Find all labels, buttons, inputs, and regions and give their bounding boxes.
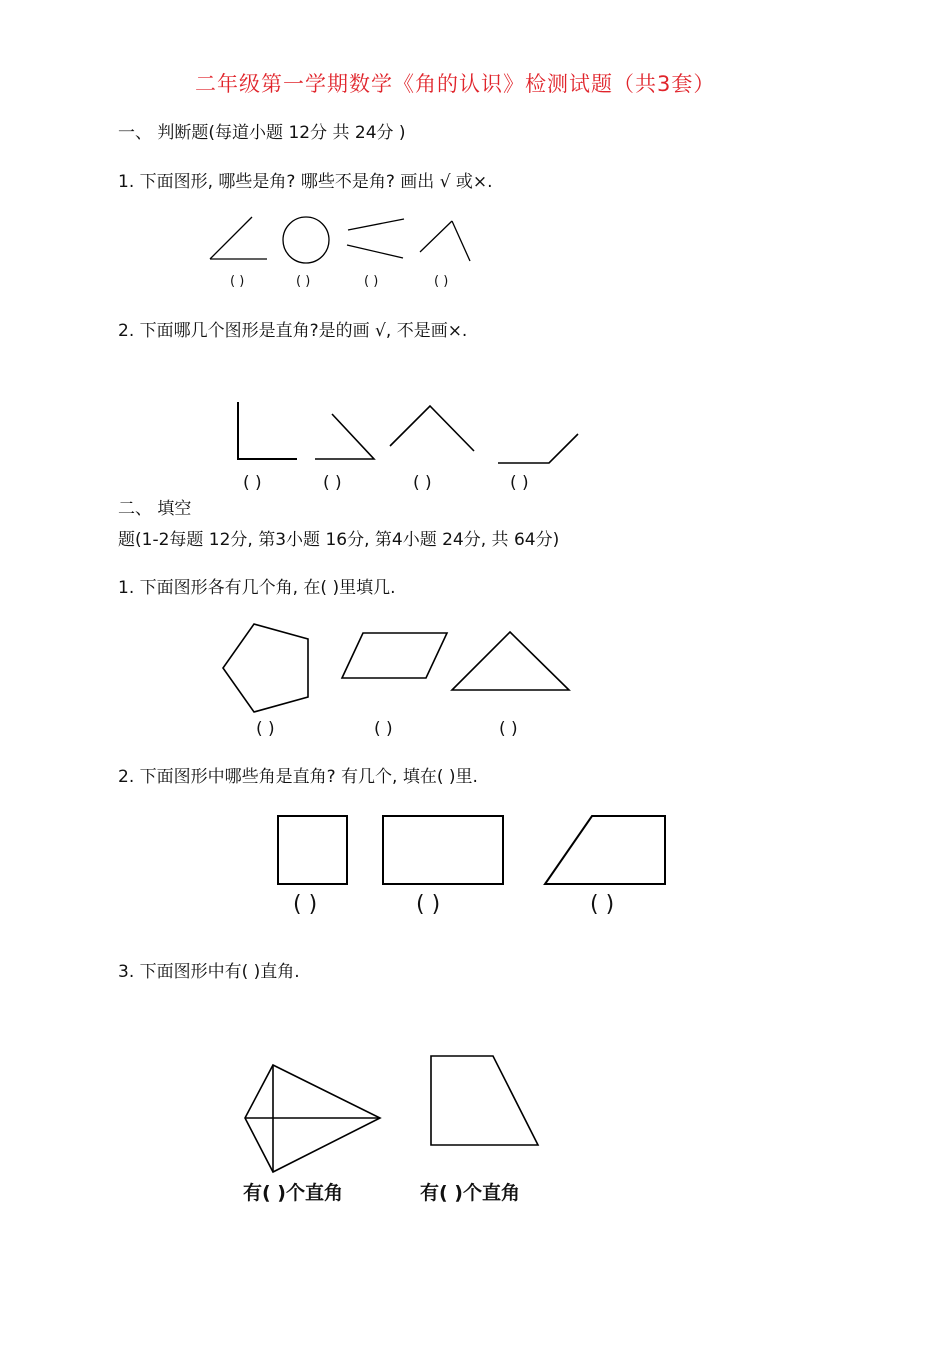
s1-q1-text: 1. 下面图形, 哪些是角? 哪些不是角? 画出 √ 或×. xyxy=(118,172,493,192)
s1-q1-blank-1[interactable]: ( ) xyxy=(230,274,245,289)
s2-q3-figure-kite xyxy=(245,1065,380,1172)
s1-q2-blank-1[interactable]: ( ) xyxy=(243,473,262,493)
s2-q3-figure-right-trapezoid xyxy=(431,1056,538,1145)
page-title: 二年级第一学期数学《角的认识》检测试题（共3套） xyxy=(195,72,716,96)
s2-q1-blank-2[interactable]: ( ) xyxy=(374,719,393,739)
s1-q2-blank-3[interactable]: ( ) xyxy=(413,473,432,493)
s1-q1-blank-2[interactable]: ( ) xyxy=(296,274,311,289)
s2-q3-label-2: 有( )个直角 xyxy=(420,1182,520,1204)
s1-q1-blank-3[interactable]: ( ) xyxy=(364,274,379,289)
section1-heading: 一、 判断题(每道小题 12分 共 24分 ) xyxy=(118,123,406,143)
s1-q2-blank-4[interactable]: ( ) xyxy=(510,473,529,493)
s2-q3-label-1: 有( )个直角 xyxy=(243,1182,343,1204)
s2-q2-text: 2. 下面图形中哪些角是直角? 有几个, 填在( )里. xyxy=(118,767,478,787)
s2-q1-blank-1[interactable]: ( ) xyxy=(256,719,275,739)
s2-q1-text: 1. 下面图形各有几个角, 在( )里填几. xyxy=(118,578,396,598)
s1-q2-text: 2. 下面哪几个图形是直角?是的画 √, 不是画×. xyxy=(118,321,468,341)
section2-heading-line1: 二、 填空 xyxy=(118,499,192,519)
s2-q2-blank-1[interactable]: ( ) xyxy=(293,892,318,917)
s2-q1-blank-3[interactable]: ( ) xyxy=(499,719,518,739)
s2-q2-blank-3[interactable]: ( ) xyxy=(590,892,615,917)
s2-q2-blank-2[interactable]: ( ) xyxy=(416,892,441,917)
s2-q3-text: 3. 下面图形中有( )直角. xyxy=(118,962,300,982)
s1-q1-blank-4[interactable]: ( ) xyxy=(434,274,449,289)
s1-q2-blank-2[interactable]: ( ) xyxy=(323,473,342,493)
section2-heading-line2: 题(1-2每题 12分, 第3小题 16分, 第4小题 24分, 共 64分) xyxy=(118,530,560,550)
